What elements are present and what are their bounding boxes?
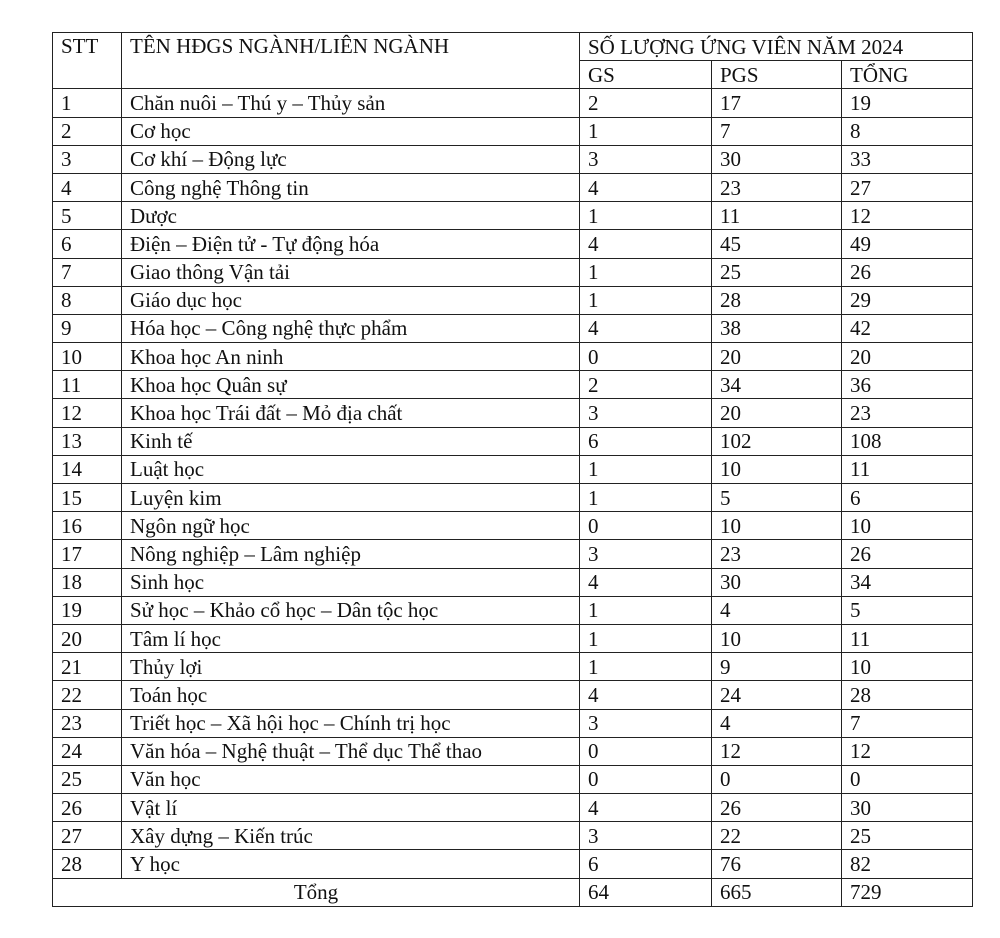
row-name: Kinh tế: [122, 427, 580, 455]
row-total: 8: [842, 117, 973, 145]
row-gs: 2: [580, 371, 712, 399]
row-total: 20: [842, 343, 973, 371]
table-row: [53, 681, 973, 709]
row-pgs: 23: [712, 173, 842, 201]
row-gs: 1: [580, 258, 712, 286]
row-gs: 0: [580, 512, 712, 540]
row-pgs: 5: [712, 484, 842, 512]
row-gs: 4: [580, 314, 712, 342]
row-gs: 2: [580, 89, 712, 117]
table-row: [53, 484, 973, 512]
row-pgs: 25: [712, 258, 842, 286]
row-name: Ngôn ngữ học: [122, 512, 580, 540]
row-pgs: 76: [712, 850, 842, 878]
row-total: 29: [842, 286, 973, 314]
row-stt: 19: [53, 596, 122, 624]
row-pgs: 10: [712, 624, 842, 652]
row-name: Giao thông Vận tải: [122, 258, 580, 286]
header-stt: STT: [53, 33, 122, 89]
row-stt: 23: [53, 709, 122, 737]
table-row: [53, 145, 973, 173]
total-label: Tổng: [53, 878, 580, 906]
table-row: [53, 596, 973, 624]
row-stt: 6: [53, 230, 122, 258]
table-row: [53, 455, 973, 483]
row-name: Cơ học: [122, 117, 580, 145]
table-row: [53, 286, 973, 314]
row-gs: 4: [580, 794, 712, 822]
table-row: [53, 230, 973, 258]
row-name: Khoa học An ninh: [122, 343, 580, 371]
row-name: Dược: [122, 202, 580, 230]
row-total: 0: [842, 765, 973, 793]
row-name: Toán học: [122, 681, 580, 709]
row-pgs: 7: [712, 117, 842, 145]
table-row: [53, 850, 973, 878]
row-stt: 11: [53, 371, 122, 399]
row-stt: 10: [53, 343, 122, 371]
row-stt: 7: [53, 258, 122, 286]
table-row: [53, 117, 973, 145]
row-total: 10: [842, 653, 973, 681]
row-gs: 0: [580, 343, 712, 371]
row-gs: 4: [580, 230, 712, 258]
row-gs: 3: [580, 399, 712, 427]
table-row: [53, 568, 973, 596]
table-row: [53, 427, 973, 455]
row-name: Luyện kim: [122, 484, 580, 512]
row-stt: 5: [53, 202, 122, 230]
row-pgs: 102: [712, 427, 842, 455]
row-pgs: 20: [712, 399, 842, 427]
row-name: Điện – Điện tử - Tự động hóa: [122, 230, 580, 258]
row-gs: 1: [580, 455, 712, 483]
row-total: 26: [842, 258, 973, 286]
row-gs: 1: [580, 202, 712, 230]
row-gs: 3: [580, 822, 712, 850]
table-row: [53, 202, 973, 230]
row-total: 26: [842, 540, 973, 568]
row-stt: 24: [53, 737, 122, 765]
row-name: Khoa học Trái đất – Mỏ địa chất: [122, 399, 580, 427]
row-total: 10: [842, 512, 973, 540]
table-row: [53, 624, 973, 652]
row-gs: 6: [580, 427, 712, 455]
row-stt: 20: [53, 624, 122, 652]
row-stt: 13: [53, 427, 122, 455]
row-name: Giáo dục học: [122, 286, 580, 314]
table-row: [53, 89, 973, 117]
row-gs: 1: [580, 596, 712, 624]
row-name: Khoa học Quân sự: [122, 371, 580, 399]
table-header: [53, 33, 973, 89]
total-pgs: 665: [712, 878, 842, 906]
row-name: Văn học: [122, 765, 580, 793]
row-stt: 15: [53, 484, 122, 512]
row-pgs: 30: [712, 145, 842, 173]
total-row: [53, 878, 973, 906]
row-gs: 6: [580, 850, 712, 878]
row-name: Chăn nuôi – Thú y – Thủy sản: [122, 89, 580, 117]
row-total: 33: [842, 145, 973, 173]
row-pgs: 10: [712, 455, 842, 483]
total-sum: 729: [842, 878, 973, 906]
row-pgs: 26: [712, 794, 842, 822]
row-name: Sử học – Khảo cổ học – Dân tộc học: [122, 596, 580, 624]
row-pgs: 9: [712, 653, 842, 681]
row-pgs: 12: [712, 737, 842, 765]
candidates-table: [52, 32, 973, 907]
table-row: [53, 314, 973, 342]
table-row: [53, 794, 973, 822]
row-pgs: 45: [712, 230, 842, 258]
row-stt: 1: [53, 89, 122, 117]
row-stt: 4: [53, 173, 122, 201]
row-total: 11: [842, 624, 973, 652]
row-stt: 26: [53, 794, 122, 822]
row-name: Công nghệ Thông tin: [122, 173, 580, 201]
table-row: [53, 540, 973, 568]
row-stt: 16: [53, 512, 122, 540]
row-name: Nông nghiệp – Lâm nghiệp: [122, 540, 580, 568]
table-row: [53, 765, 973, 793]
row-total: 19: [842, 89, 973, 117]
header-gs: GS: [580, 61, 712, 89]
row-total: 82: [842, 850, 973, 878]
row-name: Văn hóa – Nghệ thuật – Thể dục Thể thao: [122, 737, 580, 765]
row-total: 108: [842, 427, 973, 455]
row-name: Sinh học: [122, 568, 580, 596]
row-total: 36: [842, 371, 973, 399]
row-name: Xây dựng – Kiến trúc: [122, 822, 580, 850]
header-row-top: [53, 33, 973, 61]
table-row: [53, 371, 973, 399]
table-row: [53, 653, 973, 681]
row-gs: 0: [580, 765, 712, 793]
table-row: [53, 343, 973, 371]
row-pgs: 17: [712, 89, 842, 117]
row-pgs: 28: [712, 286, 842, 314]
row-pgs: 34: [712, 371, 842, 399]
row-total: 42: [842, 314, 973, 342]
header-group-title: SỐ LƯỢNG ỨNG VIÊN NĂM 2024: [580, 33, 973, 61]
table-body: [53, 89, 973, 878]
row-pgs: 11: [712, 202, 842, 230]
header-name: TÊN HĐGS NGÀNH/LIÊN NGÀNH: [122, 33, 580, 89]
row-stt: 27: [53, 822, 122, 850]
row-stt: 21: [53, 653, 122, 681]
header-pgs: PGS: [712, 61, 842, 89]
row-total: 30: [842, 794, 973, 822]
table-row: [53, 173, 973, 201]
table-row: [53, 709, 973, 737]
row-name: Luật học: [122, 455, 580, 483]
row-gs: 4: [580, 568, 712, 596]
row-stt: 25: [53, 765, 122, 793]
row-pgs: 10: [712, 512, 842, 540]
row-gs: 4: [580, 173, 712, 201]
row-stt: 28: [53, 850, 122, 878]
row-pgs: 20: [712, 343, 842, 371]
row-pgs: 4: [712, 709, 842, 737]
row-pgs: 0: [712, 765, 842, 793]
table-footer: [53, 878, 973, 906]
row-name: Tâm lí học: [122, 624, 580, 652]
row-pgs: 30: [712, 568, 842, 596]
row-stt: 18: [53, 568, 122, 596]
row-stt: 2: [53, 117, 122, 145]
row-stt: 12: [53, 399, 122, 427]
row-gs: 1: [580, 653, 712, 681]
row-gs: 3: [580, 709, 712, 737]
row-gs: 1: [580, 117, 712, 145]
table-row: [53, 737, 973, 765]
table-row: [53, 258, 973, 286]
header-total: TỔNG: [842, 61, 973, 89]
row-pgs: 38: [712, 314, 842, 342]
row-stt: 9: [53, 314, 122, 342]
row-pgs: 23: [712, 540, 842, 568]
row-gs: 3: [580, 145, 712, 173]
row-name: Hóa học – Công nghệ thực phẩm: [122, 314, 580, 342]
row-pgs: 22: [712, 822, 842, 850]
row-total: 34: [842, 568, 973, 596]
row-total: 11: [842, 455, 973, 483]
row-total: 27: [842, 173, 973, 201]
row-gs: 4: [580, 681, 712, 709]
row-total: 12: [842, 202, 973, 230]
table-row: [53, 512, 973, 540]
row-gs: 1: [580, 484, 712, 512]
row-total: 5: [842, 596, 973, 624]
row-stt: 14: [53, 455, 122, 483]
row-name: Triết học – Xã hội học – Chính trị học: [122, 709, 580, 737]
row-gs: 1: [580, 624, 712, 652]
row-name: Thủy lợi: [122, 653, 580, 681]
row-total: 12: [842, 737, 973, 765]
row-gs: 0: [580, 737, 712, 765]
row-stt: 22: [53, 681, 122, 709]
row-total: 7: [842, 709, 973, 737]
row-stt: 8: [53, 286, 122, 314]
row-total: 6: [842, 484, 973, 512]
row-name: Vật lí: [122, 794, 580, 822]
row-name: Cơ khí – Động lực: [122, 145, 580, 173]
table-row: [53, 822, 973, 850]
row-gs: 3: [580, 540, 712, 568]
row-name: Y học: [122, 850, 580, 878]
row-gs: 1: [580, 286, 712, 314]
row-pgs: 4: [712, 596, 842, 624]
row-total: 49: [842, 230, 973, 258]
total-gs: 64: [580, 878, 712, 906]
row-total: 28: [842, 681, 973, 709]
table-row: [53, 399, 973, 427]
row-stt: 17: [53, 540, 122, 568]
row-pgs: 24: [712, 681, 842, 709]
row-total: 25: [842, 822, 973, 850]
row-stt: 3: [53, 145, 122, 173]
row-total: 23: [842, 399, 973, 427]
